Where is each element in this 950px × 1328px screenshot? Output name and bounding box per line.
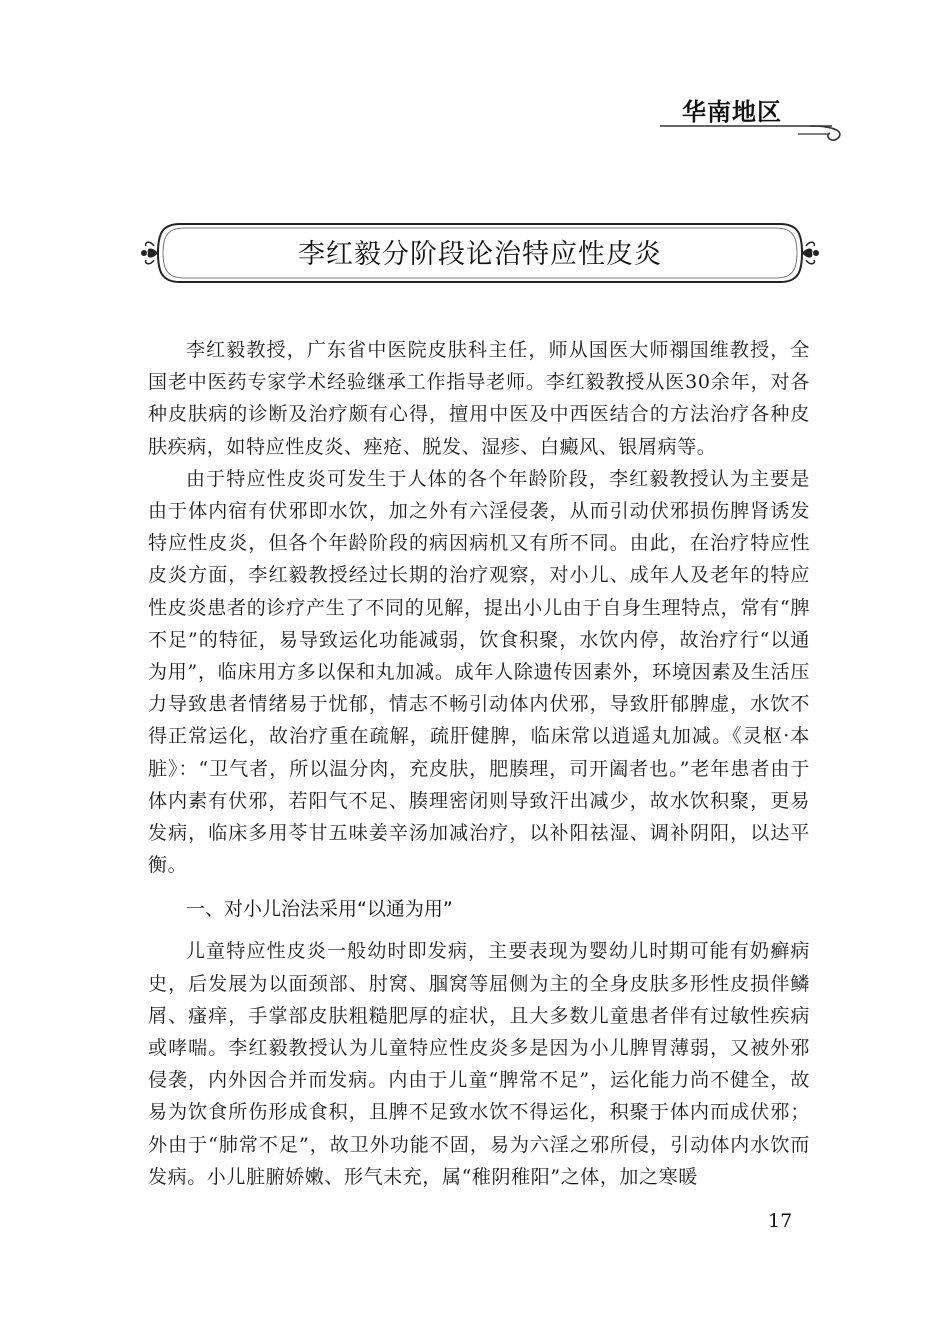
article-body [148,334,810,1193]
article-title: 李红毅分阶段论治特应性皮炎 [298,239,662,270]
page-number: 17 [768,1210,793,1232]
running-header [660,92,850,156]
paragraph-overview: 由于特应性皮炎可发生于人体的各个年龄阶段，李红毅教授认为主要是由于体内宿有伏邪即水饮，加之外有六淫侵袭，从而引动伏邪损伤脾肾诱发特应性皮炎，但各个年龄阶段的病因病机又有所不同。由此，在治疗特应性皮炎方面，李红毅教授经过长期的治疗观察，对小儿、成年人及老年的特应性皮炎患者的诊疗产生了不同的见解，提出小儿由于自身生理特点，常有“脾不足”的特征，易导致运化功能减弱，饮食积聚，水饮内停，故治疗行“以通为用”，临床用方多以保和丸加减。成年人除遗传因素外，环境因素及生活压力导致患者情绪易于忧郁，情志不畅引动体内伏邪，导致肝郁脾虚，水饮不得正常运化，故治疗重在疏解，疏肝健脾，临床常以逍遥丸加减。《灵枢·本脏》：“卫气者，所以温分肉，充皮肤，肥腠理，司开阖者也。”老年患者由于体内素有伏邪，若阳气不足、腠理密闭则导致汗出减少，故水饮积聚，更易发病，临床多用苓甘五味姜辛汤加减治疗，以补阳祛湿、调补阴阳，以达平衡。 [148,467,810,877]
paragraph-intro: 李红毅教授，广东省中医院皮肤科主任，师从国医大师禤国维教授，全国老中医药专家学术经验继承工作指导老师。李红毅教授从医30余年，对各种皮肤病的诊断及治疗颇有心得，擅用中医及中西医结合的方法治疗各种皮肤疾病，如特应性皮炎、痤疮、脱发、湿疹、白癜风、银屑病等。 [148,339,810,458]
paragraph-section-1: 儿童特应性皮炎一般幼时即发病，主要表现为婴幼儿时期可能有奶癣病史，后发展为以面颈部、肘窝、腘窝等屈侧为主的全身皮肤多形性皮损伴鳞屑、瘙痒，手掌部皮肤粗糙肥厚的症状，且大多数儿童患者伴有过敏性疾病或哮喘。李红毅教授认为儿童特应性皮炎多是因为小儿脾胃薄弱，又被外邪侵袭，内外因合并而发病。内由于儿童“脾常不足”，运化能力尚不健全，故易为饮食所伤形成食积，且脾不足致水饮不得运化，积聚于体内而成伏邪；外由于“肺常不足”，故卫外功能不固，易为六淫之邪所侵，引动体内水饮而发病。小儿脏腑娇嫩、形气未充，属“稚阴稚阳”之体，加之寒暖 [148,940,810,1188]
title-banner [140,218,820,288]
header-rule-ornament [660,122,850,156]
section-label: 华南地区 [682,97,782,126]
section-heading: 一、对小儿治法采用“以通为用” [186,898,453,921]
